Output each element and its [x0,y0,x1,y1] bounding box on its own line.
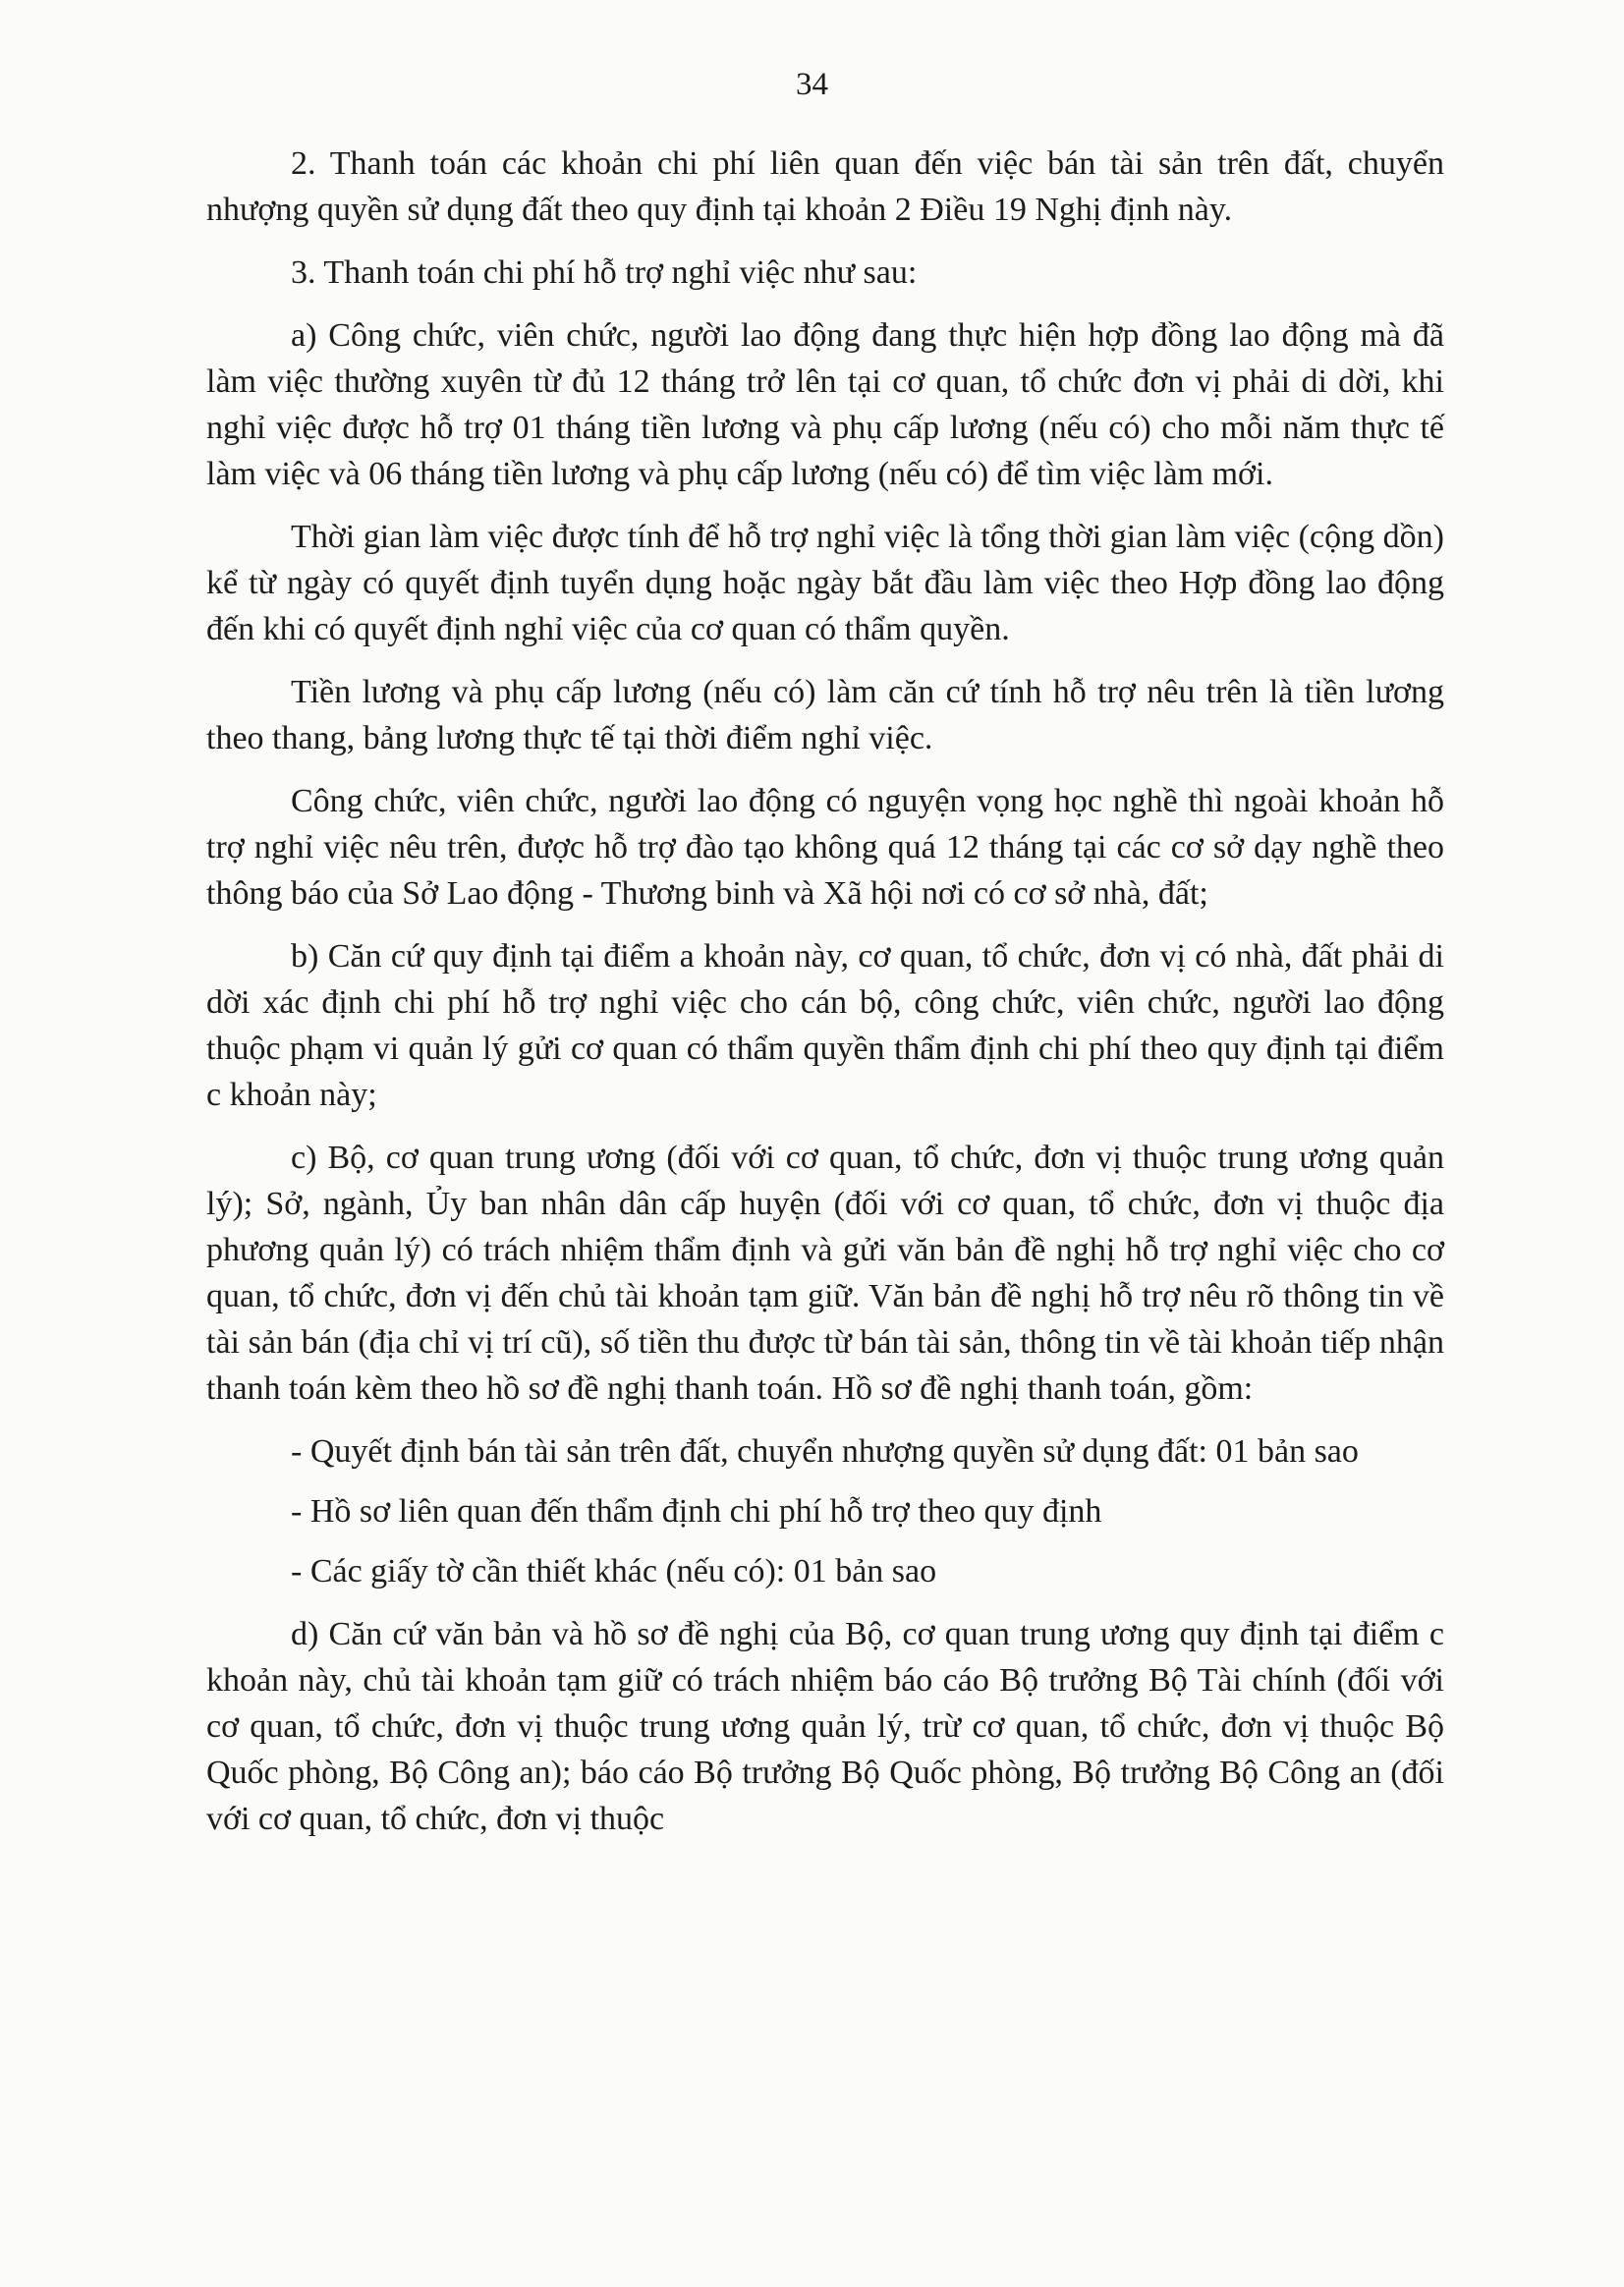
paragraph-working-time: Thời gian làm việc được tính để hỗ trợ nghỉ việc là tổng thời gian làm việc (cộng dồn) kể từ ngày có quyết định tuyển dụng hoặc ngày bắt đầu làm việc theo Hợp đồng lao động đến khi có quyết định nghỉ việc của cơ quan có thẩm quyền. [206,519,1444,647]
paragraph-vocational-training: Công chức, viên chức, người lao động có nguyện vọng học nghề thì ngoài khoản hỗ trợ nghỉ việc nêu trên, được hỗ trợ đào tạo không quá 12 tháng tại các cơ sở dạy nghề theo thông báo của Sở Lao động - Thương binh và Xã hội nơi có cơ sở nhà, đất; [206,783,1444,912]
paragraph-point-c: c) Bộ, cơ quan trung ương (đối với cơ quan, tổ chức, đơn vị thuộc trung ương quản lý); Sở, ngành, Ủy ban nhân dân cấp huyện (đối với cơ quan, tổ chức, đơn vị thuộc địa phương quản lý) có trách nhiệm thẩm định và gửi văn bản đề nghị hỗ trợ nghỉ việc cho cơ quan, tổ chức, đơn vị đến chủ tài khoản tạm giữ. Văn bản đề nghị hỗ trợ nêu rõ thông tin về tài sản bán (địa chỉ vị trí cũ), số tiền thu được từ bán tài sản, thông tin về tài khoản tiếp nhận thanh toán kèm theo hồ sơ đề nghị thanh toán. Hồ sơ đề nghị thanh toán, gồm: [206,1140,1444,1407]
list-item-appraisal-records: - Hồ sơ liên quan đến thẩm định chi phí hỗ trợ theo quy định [291,1493,1102,1530]
paragraph-clause-3: 3. Thanh toán chi phí hỗ trợ nghỉ việc như sau: [291,254,918,291]
paragraph-clause-2: 2. Thanh toán các khoản chi phí liên quan đến việc bán tài sản trên đất, chuyển nhượng quyền sử dụng đất theo quy định tại khoản 2 Điều 19 Nghị định này. [206,145,1444,228]
paragraph-salary-basis: Tiền lương và phụ cấp lương (nếu có) làm căn cứ tính hỗ trợ nêu trên là tiền lương theo thang, bảng lương thực tế tại thời điểm nghỉ việc. [206,674,1444,756]
list-item-other-documents: - Các giấy tờ cần thiết khác (nếu có): 01 bản sao [291,1553,937,1590]
paragraph-point-d: d) Căn cứ văn bản và hồ sơ đề nghị của Bộ, cơ quan trung ương quy định tại điểm c khoản này, chủ tài khoản tạm giữ có trách nhiệm báo cáo Bộ trưởng Bộ Tài chính (đối với cơ quan, tổ chức, đơn vị thuộc trung ương quản lý, trừ cơ quan, tổ chức, đơn vị thuộc Bộ Quốc phòng, Bộ Công an); báo cáo Bộ trưởng Bộ Quốc phòng, Bộ trưởng Bộ Công an (đối với cơ quan, tổ chức, đơn vị thuộc [206,1616,1444,1837]
document-body [206,140,1444,1859]
list-item-decision-copy: - Quyết định bán tài sản trên đất, chuyển nhượng quyền sử dụng đất: 01 bản sao [291,1433,1359,1470]
page-number: 34 [796,67,828,102]
paragraph-point-a: a) Công chức, viên chức, người lao động đang thực hiện hợp đồng lao động mà đã làm việc thường xuyên từ đủ 12 tháng trở lên tại cơ quan, tổ chức đơn vị phải di dời, khi nghỉ việc được hỗ trợ 01 tháng tiền lương và phụ cấp lương (nếu có) cho mỗi năm thực tế làm việc và 06 tháng tiền lương và phụ cấp lương (nếu có) để tìm việc làm mới. [206,317,1444,492]
paragraph-point-b: b) Căn cứ quy định tại điểm a khoản này, cơ quan, tổ chức, đơn vị có nhà, đất phải di dời xác định chi phí hỗ trợ nghỉ việc cho cán bộ, công chức, viên chức, người lao động thuộc phạm vi quản lý gửi cơ quan có thẩm quyền thẩm định chi phí theo quy định tại điểm c khoản này; [206,938,1444,1113]
